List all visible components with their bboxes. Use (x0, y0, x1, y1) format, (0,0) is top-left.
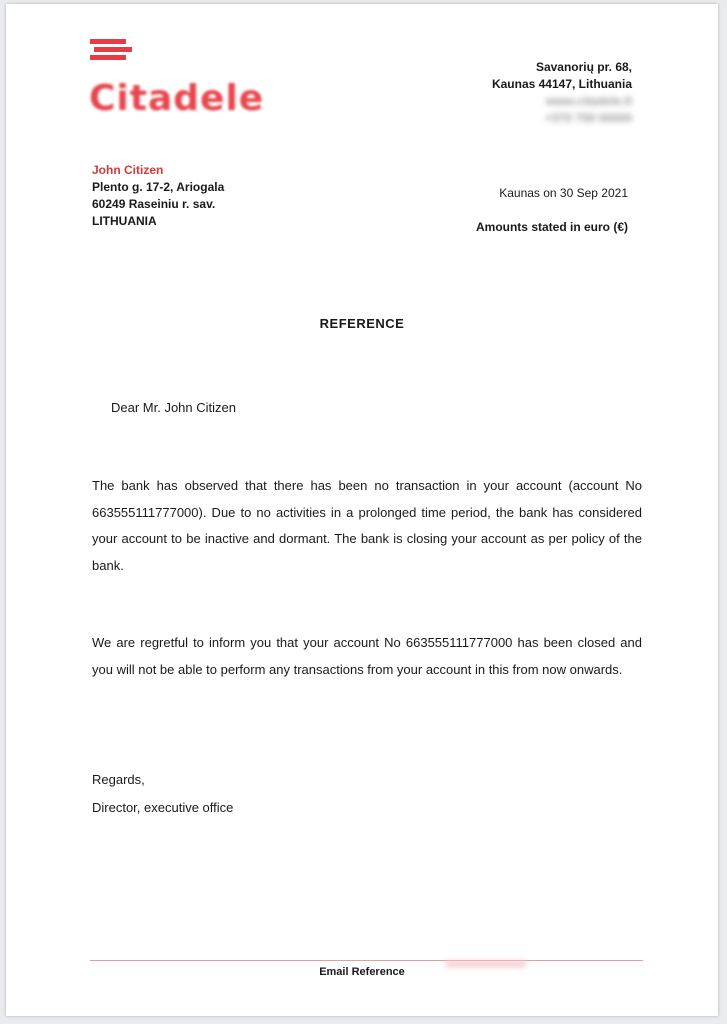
currency-note: Amounts stated in euro (€) (475, 220, 628, 234)
footer-reference: Email Reference (319, 966, 405, 978)
recipient-country: LITHUANIA (92, 214, 157, 228)
sender-address (492, 59, 632, 127)
letter-subject: REFERENCE (319, 316, 405, 331)
citadele-logo-icon (90, 39, 134, 71)
recipient-street: Plento g. 17-2, Ariogala (92, 180, 225, 194)
closing-regards: Regards, (92, 772, 145, 787)
sender-web: www.citadele.lt (545, 94, 632, 108)
recipient-city: 60249 Raseiniu r. sav. (92, 197, 216, 211)
footer-divider (90, 960, 643, 961)
greeting: Dear Mr. John Citizen (111, 400, 236, 415)
body-paragraph-1: The bank has observed that there has been no transaction in your account (account No 663555111777000). Due to no activities in a prolonged time period, the bank has considered your account to be inactive and dormant. The bank is closing your account as per policy of the bank. (92, 478, 642, 573)
sender-street: Savanorių pr. 68, (535, 60, 632, 74)
letter-date: Kaunas on 30 Sep 2021 (499, 186, 628, 200)
body-paragraph-2: We are regretful to inform you that your account No 663555111777000 has been closed and you will not be able to perform any transactions from your account in this from now onwards. (92, 635, 642, 677)
sender-phone: +370 700 00000 (544, 111, 632, 125)
recipient-name: John Citizen (92, 163, 164, 177)
sender-city: Kaunas 44147, Lithuania (491, 77, 632, 91)
recipient-address (92, 162, 224, 230)
date-block (476, 176, 628, 244)
brand-logo-text: Citadele (89, 78, 265, 119)
letter-page (6, 4, 718, 1016)
closing-block (92, 766, 233, 822)
signatory: Director, executive office (92, 800, 234, 815)
